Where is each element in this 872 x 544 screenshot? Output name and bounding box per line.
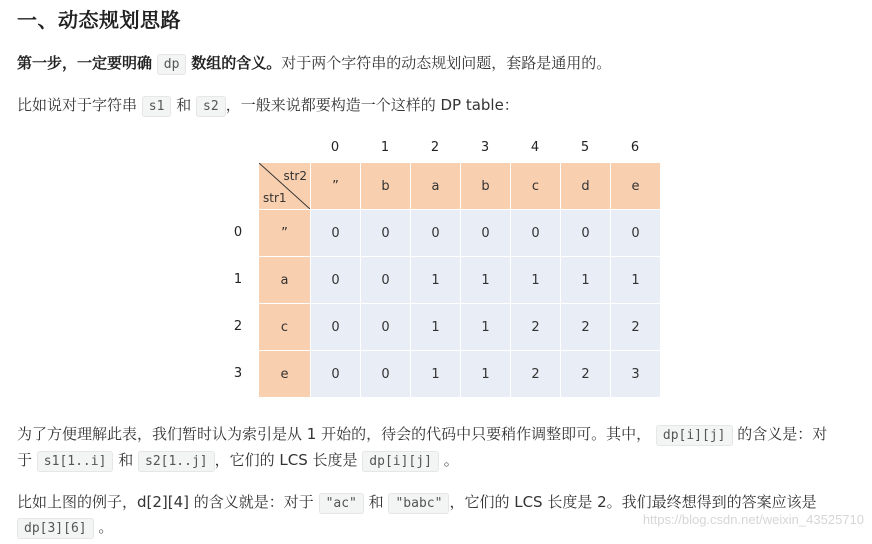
explain-text-1: 为了方便理解此表，我们暂时认为索引是从 1 开始的，待会的代码中只要稍作调整即可。其中， (17, 425, 652, 443)
table-cell: 1 (410, 256, 460, 303)
code-s1: s1 (142, 96, 172, 117)
code-babc: "babc" (388, 493, 449, 514)
column-header-cell: e (610, 163, 660, 209)
table-cell: 0 (310, 209, 360, 256)
paragraph-dp-table-intro (17, 90, 519, 122)
row-index: 3 (233, 365, 243, 381)
column-header-cell: d (560, 163, 610, 209)
table-cell: 0 (360, 303, 410, 350)
table-cell: 3 (610, 350, 660, 397)
code-s2: s2 (196, 96, 226, 117)
table-corner-cell (259, 163, 310, 209)
paragraph-explanation-cont (17, 445, 459, 477)
row-index: 1 (233, 271, 243, 287)
column-index: 3 (480, 140, 490, 155)
column-index: 4 (530, 140, 540, 155)
table-cell: 0 (460, 209, 510, 256)
explain-text-5: ，它们的 LCS 长度是 (214, 451, 358, 469)
column-index: 0 (330, 140, 340, 155)
table-cell: 0 (410, 209, 460, 256)
code-dp: dp (157, 54, 187, 75)
code-dp-ij: dp[i][j] (656, 425, 733, 446)
code-dp-ij-2: dp[i][j] (362, 451, 439, 472)
paragraph-step-one (17, 48, 611, 80)
table-cell: 2 (610, 303, 660, 350)
column-header-cell: b (360, 163, 410, 209)
table-cell: 0 (310, 256, 360, 303)
table-cell: 1 (460, 350, 510, 397)
column-header-cell: b (460, 163, 510, 209)
table-cell: 1 (460, 256, 510, 303)
column-header-cell: c (510, 163, 560, 209)
step-one-text: 对于两个字符串的动态规划问题，套路是通用的。 (281, 54, 612, 72)
row-header-cell: e (259, 350, 310, 397)
step-one-strong: 第一步，一定要明确 (17, 54, 153, 72)
table-cell: 0 (360, 209, 410, 256)
column-header-cell: a (410, 163, 460, 209)
row-index: 2 (233, 318, 243, 334)
intro-text-1: 比如说对于字符串 (17, 96, 138, 114)
table-cell: 2 (510, 303, 560, 350)
corner-label-str2: str2 (283, 169, 307, 183)
table-cell: 1 (610, 256, 660, 303)
example-text-2: 和 (368, 493, 384, 511)
column-header-cell: ” (310, 163, 360, 209)
intro-text-3: ，一般来说都要构造一个这样的 DP table： (225, 96, 519, 114)
table-cell: 1 (460, 303, 510, 350)
table-cell: 1 (410, 303, 460, 350)
explain-text-3: 于 (17, 451, 33, 469)
table-cell: 1 (410, 350, 460, 397)
table-cell: 0 (310, 350, 360, 397)
table-cell: 2 (560, 350, 610, 397)
explain-text-2: 的含义是：对 (737, 425, 828, 443)
code-s2-range: s2[1..j] (138, 451, 215, 472)
table-cell: 0 (360, 256, 410, 303)
example-text-1: 比如上图的例子，d[2][4] 的含义就是：对于 (17, 493, 314, 511)
table-cell: 2 (560, 303, 610, 350)
table-cell: 1 (510, 256, 560, 303)
step-one-strong-2: 数组的含义。 (191, 54, 282, 72)
paragraph-example-cont (17, 512, 113, 544)
corner-label-str1: str1 (263, 191, 287, 205)
column-index: 1 (380, 140, 390, 155)
table-cell: 0 (610, 209, 660, 256)
row-header-cell: c (259, 303, 310, 350)
row-header-cell: a (259, 256, 310, 303)
table-cell: 0 (360, 350, 410, 397)
code-ac: "ac" (319, 493, 364, 514)
row-index: 0 (233, 224, 243, 240)
code-dp-3-6: dp[3][6] (17, 518, 94, 539)
watermark: https://blog.csdn.net/weixin_43525710 (642, 512, 864, 527)
table-cell: 0 (310, 303, 360, 350)
explain-text-6: 。 (443, 451, 459, 469)
table-cell: 1 (560, 256, 610, 303)
intro-text-2: 和 (176, 96, 192, 114)
section-title: 一、动态规划思路 (17, 8, 181, 32)
table-cell: 0 (560, 209, 610, 256)
explain-text-4: 和 (118, 451, 134, 469)
row-header-cell: ” (259, 209, 310, 256)
table-cell: 0 (510, 209, 560, 256)
column-index: 5 (580, 140, 590, 155)
example-text-3: ，它们的 LCS 长度是 2。我们最终想得到的答案应该是 (449, 493, 817, 511)
column-index: 6 (630, 140, 640, 155)
example-text-4: 。 (98, 518, 114, 536)
code-s1-range: s1[1..i] (37, 451, 114, 472)
table-cell: 2 (510, 350, 560, 397)
column-index: 2 (430, 140, 440, 155)
